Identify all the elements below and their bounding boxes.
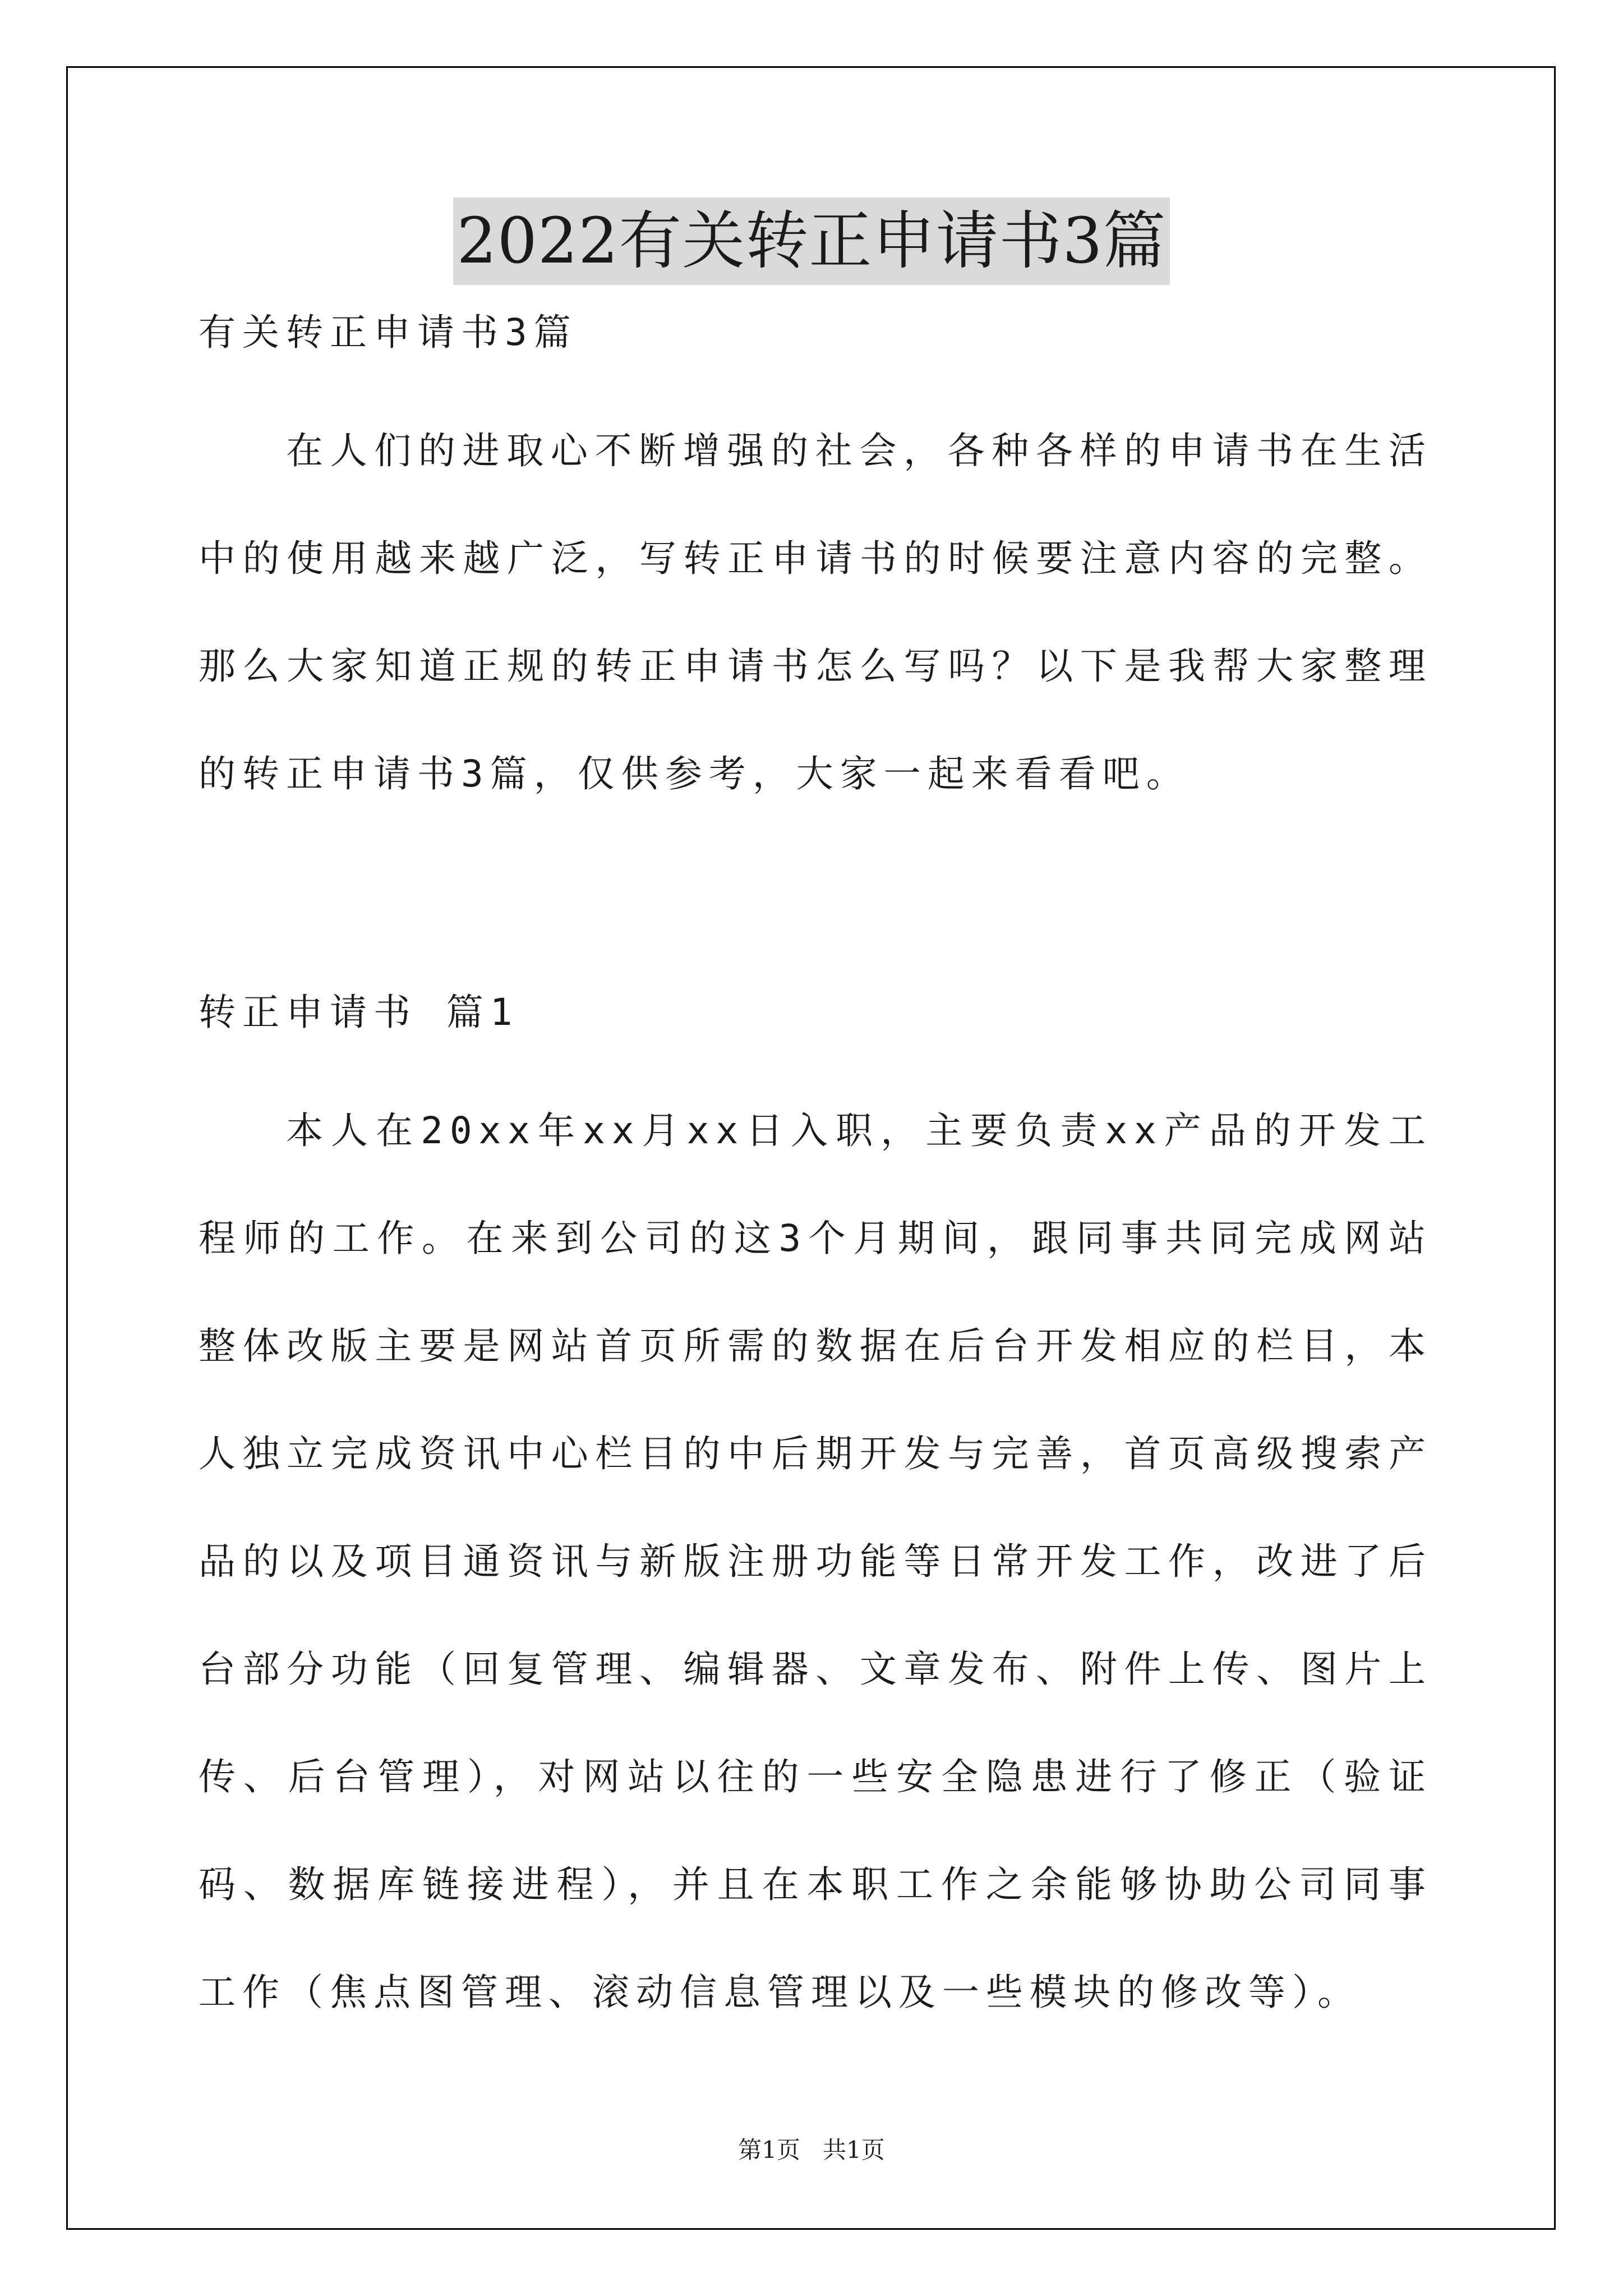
section-heading-1: 转正申请书 篇1: [199, 991, 519, 1034]
page-footer: [0, 2132, 1623, 2165]
document-title: [0, 197, 1623, 285]
document-title-text: 2022有关转正申请书3篇: [453, 197, 1169, 285]
document-body: [199, 311, 1432, 2046]
intro-paragraph: 在人们的进取心不断增强的社会，各种各样的申请书在生活中的使用越来越广泛，写转正申请书的时候要注意内容的完整。那么大家知道正规的转正申请书怎么写吗？以下是我帮大家整理的转正申请书3篇，仅供参考，大家一起来看看吧。: [199, 429, 1432, 795]
section-1-paragraph: 本人在20xx年xx月xx日入职，主要负责xx产品的开发工程师的工作。在来到公司的这3个月期间，跟同事共同完成网站整体改版主要是网站首页所需的数据在后台开发相应的栏目，本人独立完成资讯中心栏目的中后期开发与完善，首页高级搜索产品的以及项目通资讯与新版注册功能等日常开发工作，改进了后台部分功能（回复管理、编辑器、文章发布、附件上传、图片上传、后台管理），对网站以往的一些安全隐患进行了修正（验证码、数据库链接进程），并且在本职工作之余能够协助公司同事工作（焦点图管理、滚动信息管理以及一些模块的修改等）。: [199, 1109, 1432, 2014]
document-subtitle: 有关转正申请书3篇: [199, 311, 578, 354]
page-number-current: 第1页: [738, 2136, 800, 2164]
page-number-total: 共1页: [823, 2136, 885, 2164]
